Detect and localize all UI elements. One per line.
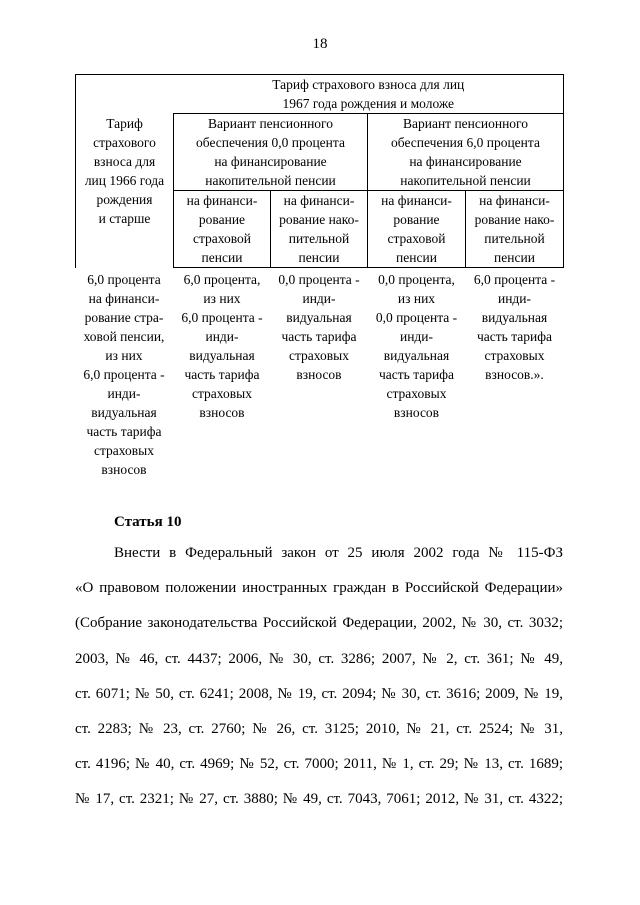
- article-line: № 17, ст. 2321; № 27, ст. 3880; № 49, ст. 7043, 7061; 2012, № 31, ст. 4322;: [75, 791, 563, 808]
- article-line: 2003, № 46, ст. 4437; 2006, № 30, ст. 3286; 2007, № 2, ст. 361; № 49,: [75, 650, 563, 667]
- article-line: «О правовом положении иностранных граждан в Российской Федерации»: [75, 580, 563, 597]
- header-tariff-1966: Тариф страхового взноса для лиц 1966 года рождения и старше: [76, 114, 174, 268]
- subheader-funded-pension-1: на финанси- рование нако- пительной пенсии: [271, 191, 368, 268]
- article-line: Внести в Федеральный закон от 25 июля 2002 года № 115-ФЗ: [114, 545, 563, 561]
- header-tariff-1967: Тариф страхового взноса для лиц 1967 года рождения и моложе: [174, 75, 564, 114]
- subheader-insurance-pension-2: на финанси- рование страховой пенсии: [368, 191, 466, 268]
- page-number: 18: [312, 36, 328, 52]
- table-header-row-1: [76, 75, 564, 114]
- header-variant-6: Вариант пенсионного обеспечения 6,0 процента на финансирование накопительной пенсии: [368, 114, 564, 191]
- table-row: [76, 268, 564, 479]
- article-line: (Собрание законодательства Российской Федерации, 2002, № 30, ст. 3032;: [75, 615, 563, 632]
- cell-1966-rate: 6,0 процента на финанси- рование стра- ховой пенсии, из них 6,0 процента - инди- видуальная часть тарифа страховых взносов: [83, 271, 165, 477]
- cell-variant0-insurance: 6,0 процента, из них 6,0 процента - инди- видуальная часть тарифа страховых взносов: [181, 272, 263, 420]
- cell-variant6-insurance: 0,0 процента, из них 0,0 процента - инди- видуальная часть тарифа страховых взносов: [375, 272, 458, 420]
- subheader-funded-pension-2: на финанси- рование нако- пительной пенсии: [466, 191, 564, 268]
- subheader-insurance-pension-1: на финанси- рование страховой пенсии: [174, 191, 271, 268]
- table-top-left-cell: [76, 75, 174, 114]
- cell-variant0-funded: 0,0 процента - инди- видуальная часть тарифа страховых взносов: [278, 272, 360, 382]
- article-line: ст. 4196; № 40, ст. 4969; № 52, ст. 7000; 2011, № 1, ст. 29; № 13, ст. 1689;: [75, 756, 563, 773]
- article-line: ст. 6071; № 50, ст. 6241; 2008, № 19, ст. 2094; № 30, ст. 3616; 2009, № 19,: [75, 685, 563, 702]
- table-header-row-2: [76, 114, 564, 191]
- article-body: [75, 536, 563, 818]
- article-line: ст. 2283; № 23, ст. 2760; № 26, ст. 3125; 2010, № 21, ст. 2524; № 31,: [75, 721, 563, 738]
- cell-variant6-funded: 6,0 процента - инди- видуальная часть тарифа страховых взносов.».: [473, 272, 556, 382]
- tariff-table: [75, 74, 564, 479]
- article-heading: Статья 10: [114, 514, 182, 530]
- header-variant-0: Вариант пенсионного обеспечения 0,0 процента на финансирование накопительной пенсии: [174, 114, 368, 191]
